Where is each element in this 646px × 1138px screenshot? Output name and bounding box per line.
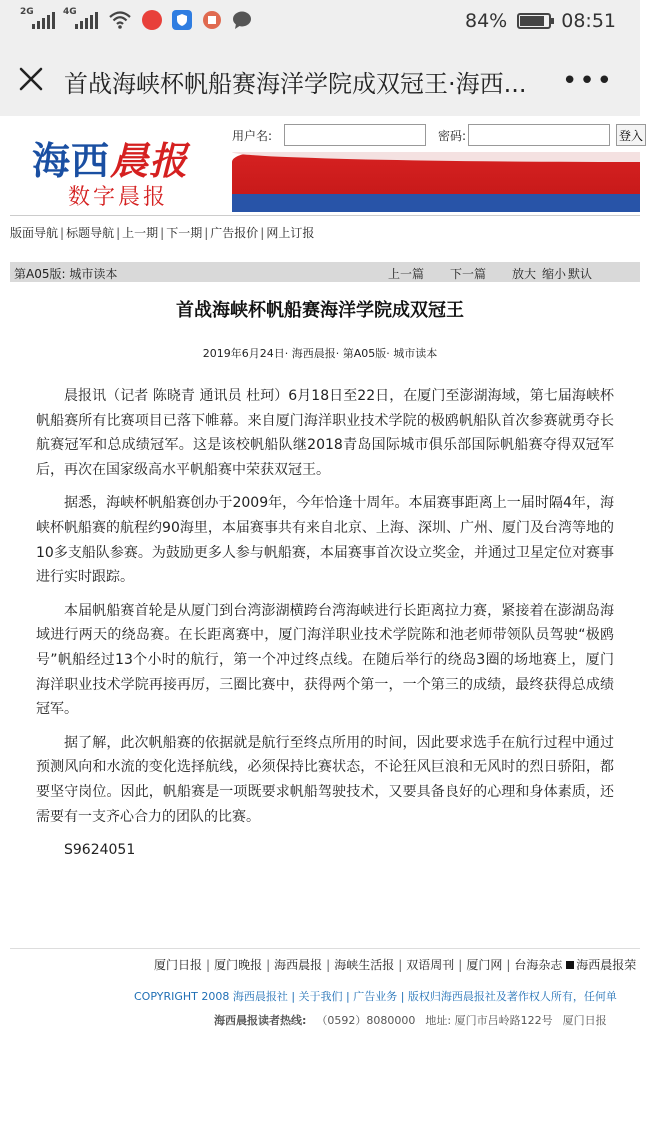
login-button[interactable]: 登入: [616, 124, 646, 146]
footer-copyright: COPYRIGHT 2008 海西晨报社 | 关于我们 | 广告业务 | 版权归海西晨报社及著作权人所有，任何单: [134, 990, 617, 1003]
app-notification-icon: [142, 10, 162, 30]
nav-subscribe[interactable]: 网上订报: [266, 226, 315, 240]
article-title: 首战海峡杯帆船赛海洋学院成双冠王: [176, 300, 464, 321]
article-paragraph: 本届帆船赛首轮是从厦门到台湾澎湖横跨台湾海峡进行长距离拉力赛，紧接着在澎湖岛海域进行两天的绕岛赛。在长距离赛中，厦门海洋职业技术学院陈和池老师带领队员驾驶“极鸥号”帆船经过13个小时的航行，第一个冲过终点线。在随后举行的绕岛3圈的场地赛上，厦门海洋职业技术学院再接再厉，三圈比赛中，获得两个第一，一个第三的成绩，最终获得总成绩冠军。: [36, 602, 614, 718]
password-input[interactable]: [468, 124, 610, 146]
app-notification-icon: [202, 10, 222, 30]
status-bar: [0, 0, 640, 44]
chat-icon: [232, 10, 252, 30]
top-nav: 版面导航 | 标题导航 | 上一期 | 下一期 | 广告报价 | 网上订报: [10, 226, 315, 240]
zoom-default-button[interactable]: 默认: [568, 267, 593, 281]
footer-link[interactable]: 海西晨报荣: [576, 958, 637, 972]
sim2-label: 4G: [63, 7, 77, 17]
shield-icon: [172, 10, 192, 30]
article-paragraph: 据悉，海峡杯帆船赛创办于2009年，今年恰逢十周年。本届赛事距离上一届时隔4年，海峡杯帆船赛的航程约90海里，本届赛事共有来自北京、上海、深圳、广州、厦门及台湾等地的10多支船队参赛。为鼓励更多人参与帆船赛，本届赛事首次设立奖金，并通过卫星定位对赛事进行实时跟踪。: [36, 495, 614, 586]
battery-percent: 84%: [465, 10, 508, 32]
article-code: S9624051: [64, 842, 136, 859]
article-paragraph: 据了解，此次帆船赛的依据就是航行至终点所用的时间，因此要求选手在航行过程中通过预测风向和水流的变化选择航线，必须保持比赛状态，不论狂风巨浪和无风时的烈日骄阳，都要坚守岗位。因此，帆船赛是一项既要求帆船驾驶技术，又要具备良好的心理和身体素质，还需要有一支齐心合力的团队的比赛。: [36, 734, 614, 825]
hotline-label: 海西晨报读者热线:: [214, 1014, 307, 1027]
username-input[interactable]: [284, 124, 426, 146]
section-bar: [10, 262, 640, 282]
nav-next-issue[interactable]: 下一期: [166, 226, 203, 240]
footer-hotline: [214, 1012, 607, 1028]
address-value: 厦门市吕岭路122号: [454, 1014, 553, 1027]
zoom-out-button[interactable]: 缩小: [542, 267, 567, 281]
header-banner: [232, 152, 640, 212]
edition-label: 第A05版: 城市读本: [14, 267, 118, 281]
hotline-number: （0592）8080000: [316, 1014, 416, 1027]
site-header: [10, 116, 643, 216]
prev-article-link[interactable]: 上一篇: [388, 267, 425, 281]
more-menu-button[interactable]: •••: [561, 66, 614, 96]
login-form: [232, 122, 643, 148]
signal-icon: [63, 7, 98, 29]
site-logo[interactable]: [32, 130, 212, 210]
footer-links: 厦门日报 | 厦门晚报 | 海西晨报 | 海峡生活报 | 双语周刊 | 厦门网 | 台海杂志 海西晨报荣: [154, 958, 637, 972]
article-paragraph: 晨报讯（记者 陈晓青 通讯员 杜珂）6月18日至22日，在厦门至澎湖海域，第七届海峡杯帆船赛所有比赛项目已落下帷幕。来自厦门海洋职业技术学院的极鸥帆船队首次参赛就勇夺长航赛冠军和总成绩冠军。这是该校帆船队继2018青岛国际城市俱乐部国际帆船赛夺得双冠军后，再次在国家级高水平帆船赛中荣获双冠王。: [36, 388, 614, 478]
footer-link[interactable]: 厦门日报: [154, 958, 203, 972]
divider: [10, 215, 640, 216]
close-icon[interactable]: [16, 64, 46, 94]
next-article-link[interactable]: 下一篇: [450, 267, 487, 281]
nav-prev-issue[interactable]: 上一期: [122, 226, 159, 240]
footer-link[interactable]: 双语周刊: [406, 958, 455, 972]
nav-layout[interactable]: 版面导航: [10, 226, 59, 240]
username-label: 用户名:: [232, 129, 273, 143]
sim1-label: 2G: [20, 7, 34, 17]
logo-subtitle: 数字晨报: [68, 185, 169, 210]
battery-icon: [517, 13, 551, 29]
logo-text: 海西: [32, 138, 111, 183]
address-label: 地址:: [425, 1014, 452, 1027]
browser-title-bar: [0, 44, 640, 116]
nav-ad-price[interactable]: 广告报价: [210, 226, 259, 240]
address-tail: 厦门日报: [562, 1014, 607, 1027]
logo-text-red: 晨报: [110, 138, 189, 183]
square-bullet-icon: [566, 961, 574, 969]
clock: 08:51: [561, 10, 616, 32]
password-label: 密码:: [438, 129, 467, 143]
signal-icon: [20, 7, 55, 29]
footer-link[interactable]: 海峡生活报: [334, 958, 395, 972]
footer-link[interactable]: 海西晨报: [274, 958, 323, 972]
footer-link[interactable]: 厦门网: [466, 958, 503, 972]
divider: [10, 948, 640, 949]
zoom-in-button[interactable]: 放大: [512, 267, 537, 281]
footer-link[interactable]: 厦门晚报: [214, 958, 263, 972]
nav-titles[interactable]: 标题导航: [66, 226, 115, 240]
wifi-icon: [108, 10, 132, 30]
page-title: 首战海峡杯帆船赛海洋学院成双冠王·海西...: [64, 70, 527, 98]
article-body: [36, 384, 614, 872]
article-meta: 2019年6月24日· 海西晨报· 第A05版· 城市读本: [202, 347, 438, 360]
footer-link[interactable]: 台海杂志: [514, 958, 563, 972]
